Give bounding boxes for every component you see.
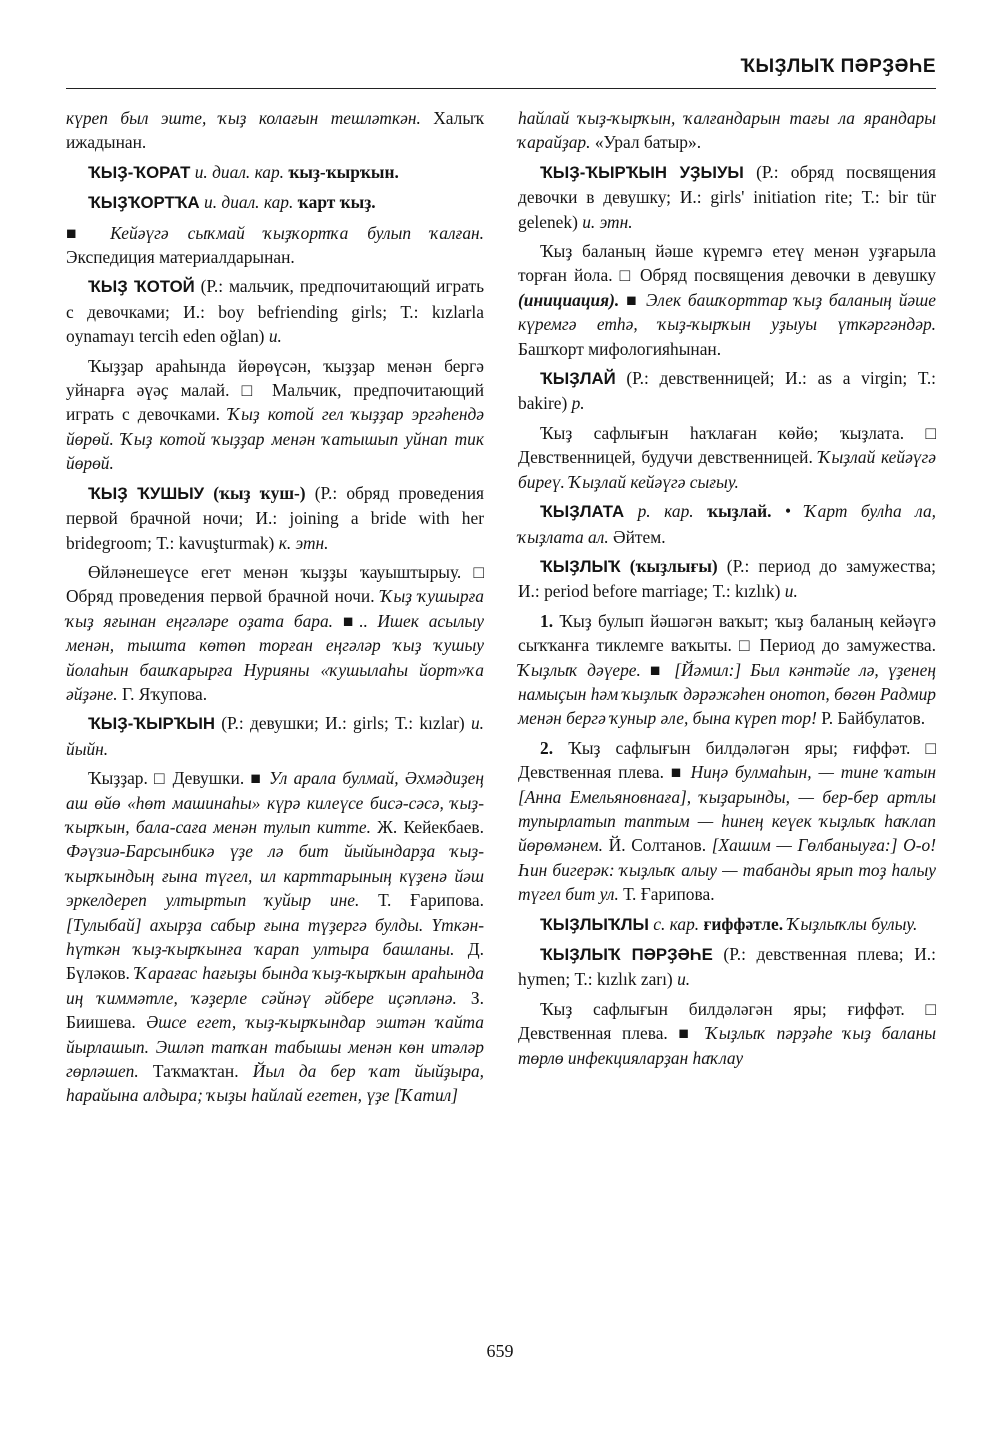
entry-italic-text: и. йыйн.	[66, 713, 484, 759]
entry-text: Халыҡ ижадынан.	[66, 108, 484, 153]
entry-italic-text: р.	[567, 393, 585, 414]
headword: ҠЫҘЛАЙ	[540, 369, 616, 389]
entry-italic-text: күреп был эште, ҡыҙ колағын тешләткән.	[66, 108, 421, 128]
entry-italic-text: Ҡыҙлыҡ пәрҙәһе ҡыҙ баланы төрлө инфекцияларҙан һаҡлау	[518, 1023, 936, 1068]
entry-italic-text: һайлай ҡыҙ-ҡырҡын, ҡалғандарын тағы ла ярандары ҡарайҙар.	[518, 108, 936, 153]
entry-italic-text: Әшсе егет, ҡыҙ-ҡырҡындар эштән ҡайта йырлашып. Эшләп тапҡан табышы менән көн итәләр гөрләшеп.	[66, 1012, 484, 1082]
entry-text: Әйтем.	[608, 526, 666, 547]
entry-text: Ж. Кейекбаев.	[371, 816, 484, 837]
entry-bold-text: ҡыҙ-ҡырҡын.	[284, 161, 399, 182]
entry-text: Экспедиция материалдарынан.	[66, 247, 295, 268]
entry-text: Д. Бүләков.	[66, 939, 485, 984]
entry-text: ■	[66, 222, 111, 243]
entry-paragraph	[518, 239, 936, 361]
entry-italic-text: [Хашим — Гөлбаныуға:] О-о! Һин бигерәк: ҡыҙлыҡ алыу — табанды ярып тоҙ һалыу түгел бит ул.	[518, 835, 936, 905]
entry-italic-text: и. диал. кар.	[199, 192, 294, 213]
entry-paragraph	[66, 354, 484, 476]
entry-italic-text: Йыл да бер ҡат йыйҙыра, һарайына алдыра; ҡыҙы һайлай егетен, үҙе [Ҡатил]	[66, 1061, 484, 1106]
entry-bold-text: ҡыҙлай.	[693, 501, 772, 522]
entry-paragraph	[66, 221, 484, 270]
dictionary-entry	[518, 366, 936, 416]
entry-text: (Р.: период до замужества; И.: period before marriage; Т.: kızlık)	[518, 555, 936, 602]
entry-italic-text: р. кар.	[624, 501, 694, 522]
entry-italic-text: Ҡарт булһа ла, ҡыҙлата ал.	[518, 501, 936, 547]
entry-paragraph	[518, 421, 936, 494]
entry-text: Т. Ғарипова.	[618, 884, 715, 905]
dictionary-entry	[518, 554, 936, 604]
entry-text: ■..	[333, 610, 368, 631]
entry-italic-text: Ҡарағас һағыҙы бында ҡыҙ-ҡырҡын араһында иң ҡиммәтле, ҡәҙерле сәйнәү әйбере иҫәпләнә.	[66, 963, 484, 1008]
dictionary-entry	[66, 274, 484, 348]
entry-italic-text: и.	[780, 581, 798, 602]
headword: ҠЫҘ ҠУШЫУ	[88, 483, 205, 503]
entry-text: Ҡыҙ баланың йәше күремгә етеү менән уҙғарыла торған йола. □ Обряд посвящения девочки в девушку	[518, 241, 936, 286]
headword: ҠЫҘЛАТА	[540, 502, 625, 522]
entry-italic-text: Ҡыҙ котой гел ҡыҙҙар эргәһендә йөрөй. Ҡыҙ котой ҡыҙҙар менән ҡатышып уйнап тик йөрөй.	[66, 404, 484, 474]
entry-paragraph	[518, 997, 936, 1070]
entry-text: ■	[640, 659, 666, 680]
entry-text: «Урал батыр».	[590, 132, 702, 153]
entry-text: Ҡыҙҙар араһында йөрөүсән, ҡыҙҙар менән бергә уйнарға әүәҫ малай. □ Мальчик, предпочитающий играть с девочками.	[66, 355, 484, 425]
entry-text: (Р.: девственная плева; И.: hymen; Т.: kızlık zarı)	[518, 944, 936, 990]
entry-text: (Р.: девственницей; И.: as a virgin; Т.: bakire)	[518, 368, 936, 414]
entry-text: Ҡыҙ сафлығын һаҡлаған көйө; ҡыҙлата. □ Девственницей, будучи девственницей.	[518, 422, 936, 468]
entry-paragraph	[66, 560, 484, 706]
entry-italic-text: Ул арала булмай, Әхмәдиҙең аш өйө «һөт машинаһы» күрә килеүсе бисә-сәсә, ҡыҙ-ҡырҡын, бала-саға менән тулып китте.	[66, 768, 484, 837]
entry-text: Ҡыҙ булып йәшәгән ваҡыт; ҡыҙ баланың кейәүгә сыҡҡанға тиклемге ваҡыты. □ Период до замужества.	[518, 610, 936, 656]
entry-italic-text: Ниңә булмаһын, — тине ҡатын [Анна Емельяновнаға], ҡыҙарынды, — бер-бер артлы тупырлатып таптым — һинең кеүек ҡыҙлыҡ һаҡлап йөрөмәнем.	[518, 762, 936, 856]
header-rule	[66, 88, 936, 89]
running-head: ҠЫҘЛЫҠ ПӘРҘӘҺЕ	[740, 56, 936, 77]
entry-text: Ҡыҙ сафлығын билдәләгән яры; ғиффәт. □ Девственная плева. ■	[518, 737, 936, 783]
entry-italic-text: к. этн.	[274, 532, 329, 553]
headword: ҠЫҘ-ҠЫРҠЫН УҘЫУЫ	[540, 162, 744, 182]
headword: ҠЫҘ-ҠОРАТ	[88, 162, 191, 182]
dictionary-entry	[518, 942, 936, 992]
entry-bold-text: ҡарт ҡыҙ.	[293, 192, 376, 213]
entry-italic-text: [Йәмил:] Был кәнтәйе лә, үҙенең намыҫын һәм ҡыҙлыҡ дәрәжәһен онотоп, бөгөн Радмир менән бергә ҡуныр әле, бына күреп тор!	[518, 659, 936, 729]
entry-italic-text: Ишек асылыу менән, тышта көтөп торған еңгәләр ҡыҙ ҡушыу йолаһын башҡарырға Нурияны «ҡушылаһы йорт»ҡа әйҙәне.	[66, 610, 484, 704]
entry-bold-text: (ҡыҙ ҡуш-)	[204, 482, 306, 503]
entry-text: (Р.: мальчик, предпочитающий играть с девочками; И.: boy befriending girls; Т.: kızlarla oynamayı tercih eden oğlan)	[66, 276, 485, 347]
dictionary-entry	[66, 190, 484, 215]
entry-text: Башҡорт мифологияһынан.	[518, 338, 722, 359]
headword: ҠЫҘЛЫҠЛЫ	[540, 914, 649, 934]
entry-text: (Р.: девушки; И.: girls; Т.: kızlar)	[215, 713, 465, 734]
entry-paragraph	[518, 609, 936, 731]
dictionary-entry	[66, 481, 484, 555]
entry-italic-text: и. диал. кар.	[190, 161, 285, 182]
entry-text: Таҡмаҡтан.	[138, 1061, 239, 1082]
entry-text: Ҡыҙҙар. □ Девушки. ■	[88, 768, 263, 789]
entry-italic-text: и. этн.	[577, 211, 633, 232]
entry-text: Г. Яҡупова.	[117, 683, 208, 704]
entry-paragraph	[518, 106, 936, 155]
entry-paragraph	[66, 106, 484, 155]
entry-bold-text: 1.	[540, 610, 554, 631]
headword: ҠЫҘ ҠОТОЙ	[88, 277, 195, 297]
entry-bold-text: 2.	[540, 737, 554, 758]
entry-text: (Р.: обряд посвящения девочки в девушку; И.: girls' initiation rite; Т.: bir tür gelenek)	[518, 161, 936, 232]
entry-italic-text: Ҡыҙлыҡлы булыу.	[783, 913, 918, 934]
entry-text: З. Биишева.	[66, 987, 484, 1033]
entry-text: •	[771, 501, 792, 522]
entry-text: Й. Солтанов.	[602, 835, 707, 856]
entry-italic-text: Ҡыҙлай кейәүгә биреү. Ҡыҙлай кейәүгә сығыу.	[518, 447, 937, 492]
entry-italic-text: и.	[264, 326, 282, 347]
entry-paragraph	[518, 736, 936, 907]
entry-paragraph	[66, 766, 484, 1108]
page-number: 659	[486, 1341, 514, 1361]
entry-text: ■	[619, 289, 640, 310]
headword: ҠЫҘЛЫҠ	[540, 556, 621, 576]
right-column	[518, 106, 936, 1075]
entry-bold-text: (ҡыҙлығы)	[620, 555, 718, 576]
dictionary-entry	[66, 160, 484, 185]
entry-text: Ҡыҙ сафлығын билдәләгән яры; ғиффәт. □ Девственная плева. ■	[518, 998, 936, 1044]
entry-text: (Р.: обряд проведения первой брачной ночи; И.: joining a bride with her bridegroom; Т.: kavuşturmak)	[66, 482, 485, 553]
headword: ҠЫҘЛЫҠ ПӘРҘӘҺЕ	[540, 945, 713, 964]
entry-italic-text: Элек башҡорттар ҡыҙ баланың йәше күремгә етһә, ҡыҙ-ҡырҡын уҙыуы үткәргәндәр.	[518, 289, 936, 335]
dictionary-entry	[518, 912, 936, 937]
entry-italic-text: Ҡыҙлыҡ дәүере.	[518, 659, 641, 680]
entry-italic-text: [Тулыбай] ахырҙа сабыр ғына түҙергә булды. Үткән-һүткән ҡыҙ-ҡырҡынға ҡарап ултыра башланы.	[66, 914, 484, 959]
entry-italic-text: Фәүзиә-Барсынбикә үҙе лә бит йыйындарҙа ҡыҙ-ҡырҡындың ғына түгел, ил карттарының күҙенә йәш эркелдереп ултыртып ҡуйыр ине.	[66, 841, 484, 911]
entry-italic-text: с. кар.	[648, 913, 700, 934]
entry-italic-text: и.	[672, 969, 691, 990]
headword: ҠЫҘҠОРТҠА	[88, 193, 200, 213]
entry-text: Т. Ғарипова.	[359, 890, 485, 911]
headword: ҠЫҘ-ҠЫРҠЫН	[88, 714, 216, 734]
left-column	[66, 106, 484, 1113]
entry-text: Р. Байбулатов.	[816, 708, 926, 729]
dictionary-entry	[66, 711, 484, 761]
entry-bold-text: ғиффәтле.	[699, 913, 784, 934]
entry-text: Өйләнешеүсе егет менән ҡыҙҙы ҡауыштырыу. □ Обряд проведения первой брачной ночи.	[66, 561, 484, 607]
entry-bold-italic-text: (инициация).	[518, 289, 620, 310]
entry-italic-text: Ҡыҙ ҡушырға ҡыҙ яғынан еңгәләре оҙата бара.	[66, 586, 484, 631]
entry-italic-text: Кейәүгә сыҡмай ҡыҙҡортҡа булып ҡалған.	[110, 222, 484, 243]
dictionary-entry	[518, 499, 936, 549]
dictionary-entry	[518, 160, 936, 234]
